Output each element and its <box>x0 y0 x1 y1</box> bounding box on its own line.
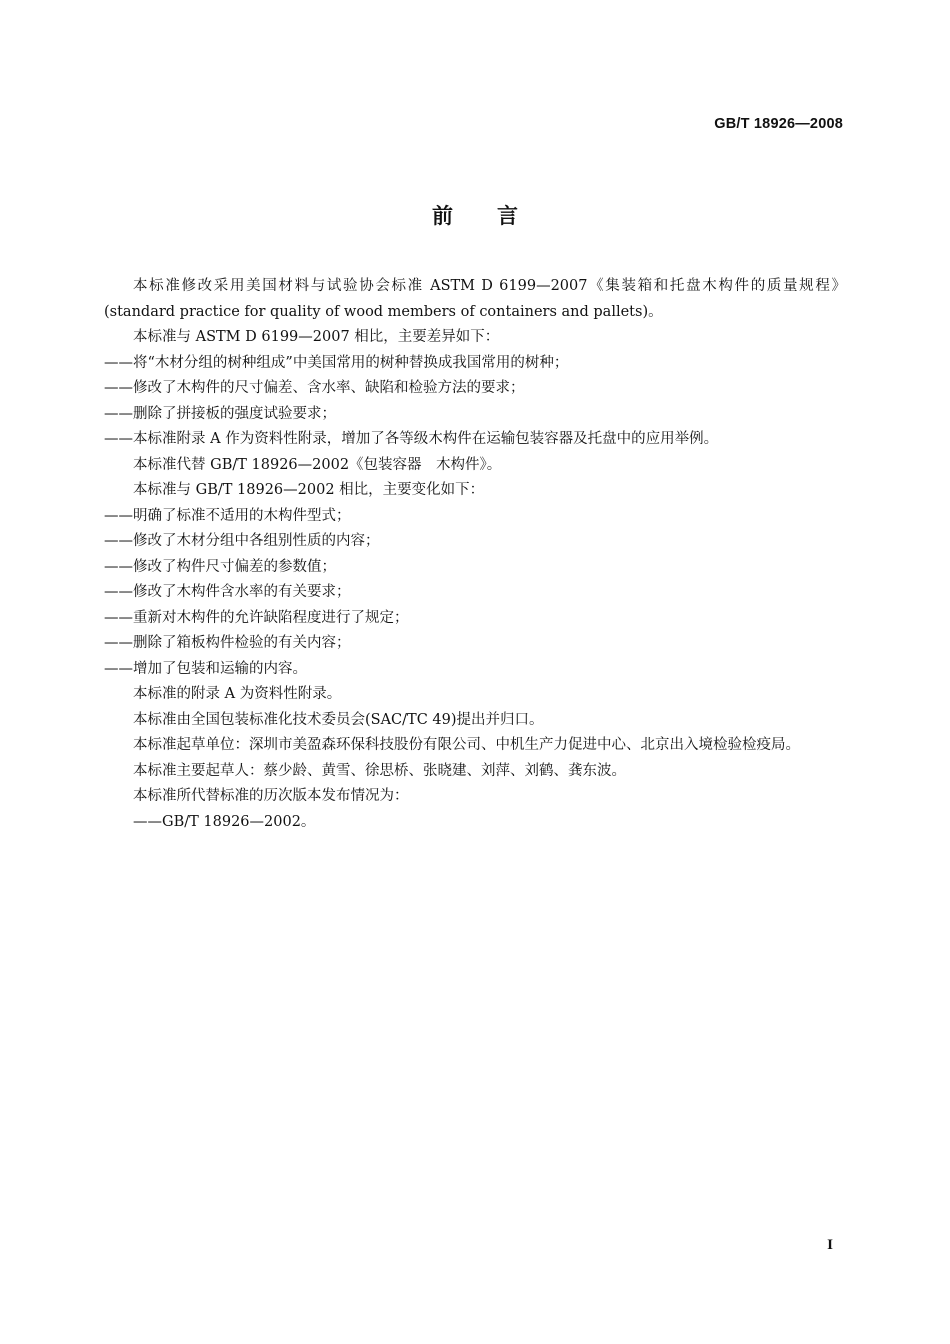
page-number: I <box>827 1237 833 1253</box>
list-item: ——修改了构件尺寸偏差的参数值； <box>104 558 336 575</box>
list-item: ——修改了木材分组中各组别性质的内容； <box>104 533 380 549</box>
page-title: 前言 <box>432 204 562 228</box>
list-item: ——修改了木构件的尺寸偏差、含水率、缺陷和检验方法的要求； <box>104 380 525 396</box>
list-item: ——删除了箱板构件检验的有关内容； <box>104 635 351 651</box>
paragraph-replaces: 本标准代替 GB/T 18926—2002《包装容器 木构件》。 <box>133 456 502 473</box>
list-item: ——明确了标准不适用的木构件型式； <box>104 507 351 524</box>
paragraph-appendix: 本标准的附录 A 为资料性附录。 <box>133 686 342 702</box>
list-item: ——重新对木构件的允许缺陷程度进行了规定； <box>104 609 409 626</box>
list-item: ——本标准附录 A 作为资料性附录，增加了各等级木构件在运输包装容器及托盘中的应用举例。 <box>104 431 719 447</box>
paragraph-proposer: 本标准由全国包装标准化技术委员会(SAC/TC 49)提出并归口。 <box>133 711 544 728</box>
list-item: ——将“木材分组的树种组成”中美国常用的树种替换成我国常用的树种； <box>104 354 569 371</box>
paragraph-changes-intro: 本标准与 GB/T 18926—2002 相比，主要变化如下： <box>133 482 485 498</box>
foreword-body <box>104 274 846 835</box>
paragraph-drafting-units: 本标准起草单位：深圳市美盈森环保科技股份有限公司、中机生产力促进中心、北京出入境检验检疫局。 <box>133 737 800 753</box>
standard-code: GB/T 18926—2008 <box>714 116 843 132</box>
list-item: ——增加了包装和运输的内容。 <box>104 660 307 677</box>
list-item: ——删除了拼接板的强度试验要求； <box>104 405 336 422</box>
paragraph-history-intro: 本标准所代替标准的历次版本发布情况为： <box>133 788 409 804</box>
paragraph-drafters: 本标准主要起草人：蔡少龄、黄雪、徐思桥、张晓建、刘萍、刘鹤、龚东波。 <box>133 762 626 779</box>
paragraph-adoption: 本标准修改采用美国材料与试验协会标准 ASTM D 6199—2007《集装箱和托盘木构件的质量规程》(standard practice for quality of wood members of containers and pallets)。 <box>104 278 846 320</box>
list-item: ——GB/T 18926—2002。 <box>133 813 316 830</box>
list-item: ——修改了木构件含水率的有关要求； <box>104 584 351 600</box>
paragraph-differences-intro: 本标准与 ASTM D 6199—2007 相比，主要差异如下： <box>133 329 500 345</box>
